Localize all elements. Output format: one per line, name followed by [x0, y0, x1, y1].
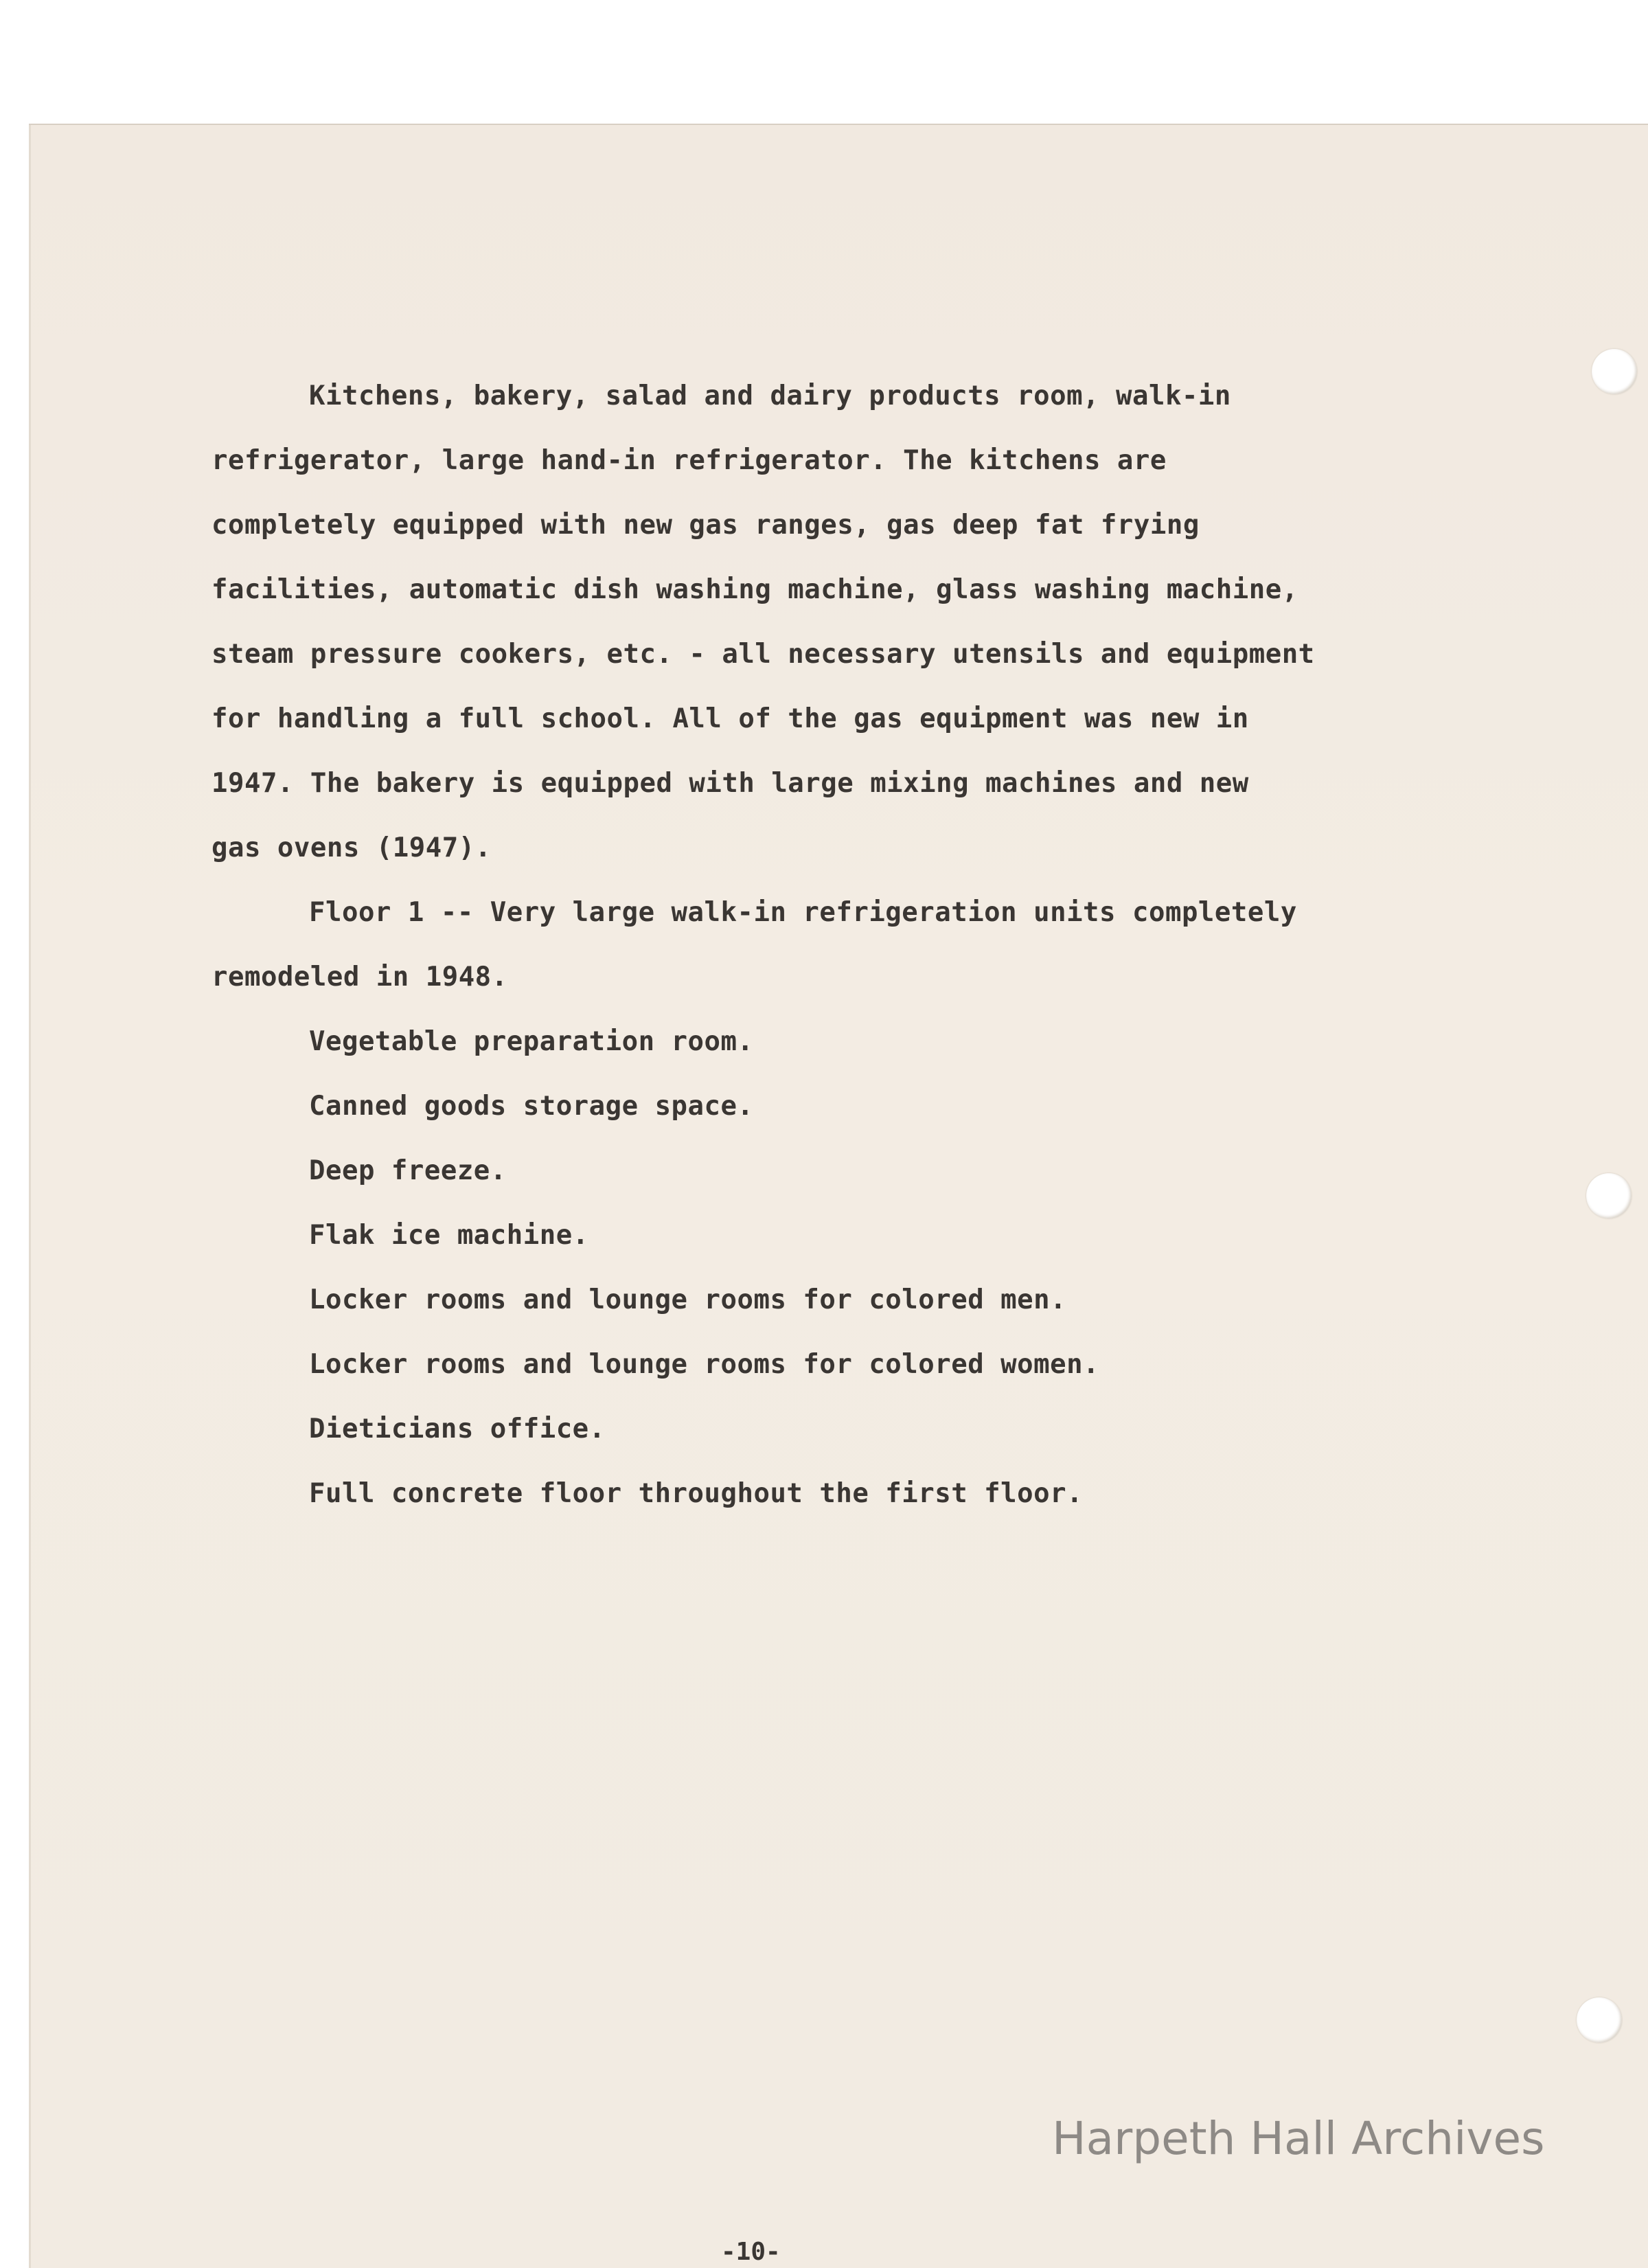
list-item: Canned goods storage space. [309, 1091, 754, 1122]
list-item: Vegetable preparation room. [309, 1026, 754, 1057]
page-number: -10- [721, 2238, 781, 2266]
punch-hole-bottom [1577, 1997, 1622, 2043]
punch-hole-top [1592, 349, 1637, 394]
paragraph-line: Kitchens, bakery, salad and dairy products room, walk-in [309, 381, 1231, 411]
paragraph-line: gas ovens (1947). [211, 832, 492, 863]
list-item: Flak ice machine. [309, 1220, 589, 1251]
punch-hole-middle [1586, 1173, 1632, 1218]
paragraph-line: steam pressure cookers, etc. - all necessary utensils and equipment [211, 639, 1315, 670]
paragraph-line: remodeled in 1948. [211, 962, 508, 993]
paragraph-line: completely equipped with new gas ranges, gas deep fat frying [211, 510, 1200, 541]
list-item: Dieticians office. [309, 1414, 606, 1444]
paragraph-line: refrigerator, large hand-in refrigerator. The kitchens are [211, 445, 1167, 476]
list-item: Locker rooms and lounge rooms for colored men. [309, 1284, 1067, 1315]
archive-watermark: Harpeth Hall Archives [1052, 2112, 1545, 2165]
paragraph-line: for handling a full school. All of the gas equipment was new in [211, 703, 1249, 734]
paragraph-line: 1947. The bakery is equipped with large mixing machines and new [211, 768, 1249, 799]
typed-body [211, 364, 1530, 1526]
list-item: Full concrete floor throughout the first floor. [309, 1478, 1084, 1509]
paragraph-line: facilities, automatic dish washing machine, glass washing machine, [211, 574, 1298, 605]
paragraph-line: Floor 1 -- Very large walk-in refrigeration units completely [309, 897, 1297, 928]
list-item: Deep freeze. [309, 1155, 507, 1186]
list-item: Locker rooms and lounge rooms for colored women. [309, 1349, 1100, 1380]
